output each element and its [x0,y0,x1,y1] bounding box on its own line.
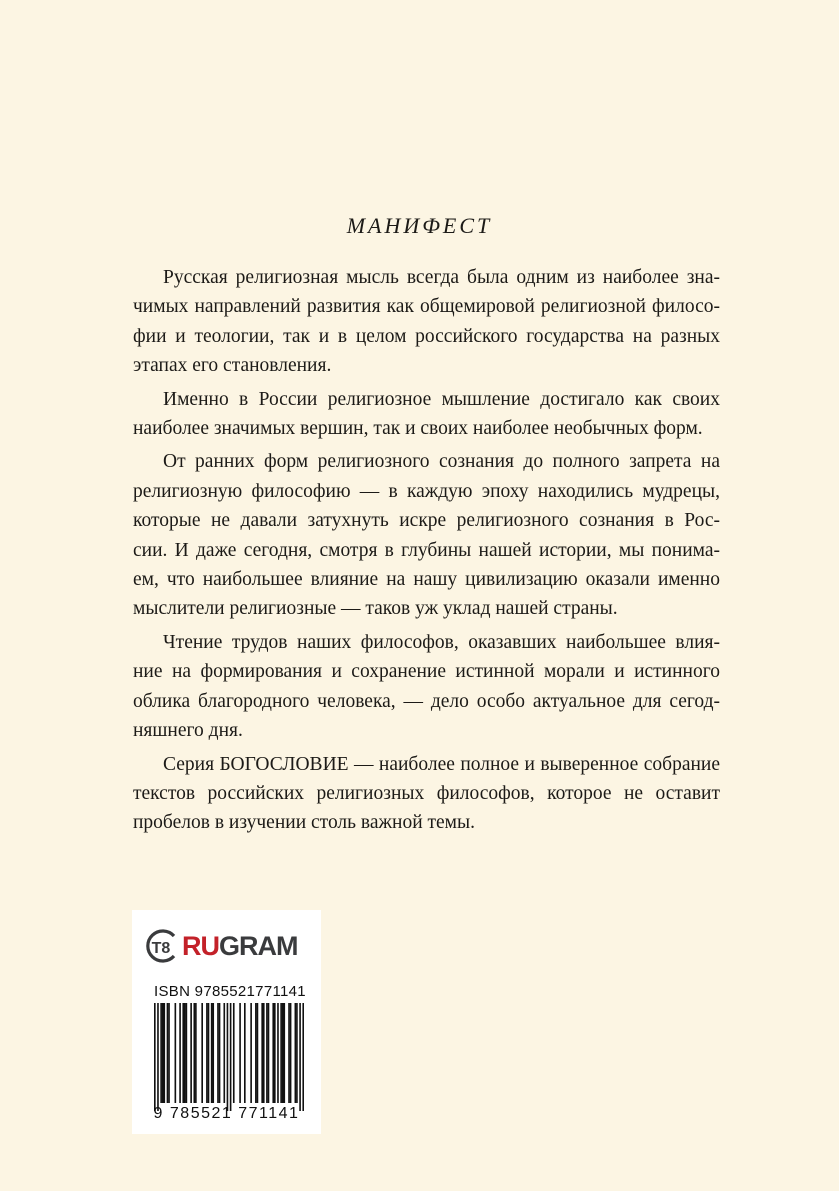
text-line: няшнего дня. [133,720,243,742]
barcode-bar [157,1003,159,1111]
barcode-bar [154,1003,156,1111]
barcode-bar [163,1003,165,1103]
barcode-bar [227,1003,229,1111]
barcode-bar [212,1003,214,1103]
text-line: которые не давали затухнуть искре религиозного сознания в Рос- [133,510,720,532]
text-line: этапах его становления. [133,355,332,377]
barcode-bar [282,1003,284,1103]
publisher-name-part2: GRAM [219,931,298,961]
page-title: МАНИФЕСТ [346,213,493,238]
barcode-bar [223,1003,225,1103]
barcode-bar [230,1003,232,1111]
barcode-bar [266,1003,268,1103]
barcode-bar [261,1003,263,1103]
text-line: мыслители религиозные — таков уж уклад нашей страны. [133,598,618,620]
paragraph-3 [133,447,720,623]
barcode-bar [299,1003,301,1111]
barcode-bar [168,1003,170,1103]
barcode-bar [186,1003,188,1103]
barcode-panel [132,910,321,1134]
barcode-bar [167,1003,169,1103]
text-line: фии и теологии, так и в целом российского государства на разных [133,325,720,347]
barcode-bar [206,1003,208,1103]
text-line: Именно в России религиозное мышление достигало как своих [163,388,720,410]
paragraph-5 [133,750,720,838]
barcode-bar [274,1003,276,1103]
barcode-bar [272,1003,274,1103]
barcode-bar [295,1003,297,1103]
text-line: текстов российских религиозных философов, которое не оставит [133,782,720,804]
barcode-bar [179,1003,181,1103]
barcode-bars [154,1003,304,1113]
barcode-bar [201,1003,203,1103]
text-line: Серия БОГОСЛОВИЕ — наиболее полное и выверенное собрание [163,753,720,775]
publisher-name-part1: RU [182,931,219,961]
barcode-bar [160,1003,162,1103]
barcode-bar [244,1003,246,1103]
barcode-bar [193,1003,195,1103]
text-line: От ранних форм религиозного сознания до полного запрета на [163,451,720,473]
barcode-bar [195,1003,197,1103]
barcode-bar [290,1003,292,1103]
publisher-badge-icon [144,928,180,964]
paragraph-2 [133,385,720,444]
barcode-bar [217,1003,219,1103]
text-line: Русская религиозная мысль всегда была одним из наиболее зна- [163,267,720,288]
barcode-bar [283,1003,285,1103]
isbn-label: ISBN 9785521771141 [154,983,306,1000]
text-line: ние на формирования и сохранение истинной морали и истинного [133,661,720,683]
barcode-bar [296,1003,298,1103]
barcode-bar [211,1003,213,1103]
barcode-bar [250,1003,252,1103]
barcode-bar [255,1003,257,1103]
text-line: чимых направлений развития как общемировой религиозной филосо- [133,296,720,318]
barcode-bar [182,1003,184,1103]
barcode-digits: 9 785521 771141 [153,1105,300,1122]
barcode-bar [288,1003,290,1103]
text-line: облика благородного человека, — дело особо актуальное для сегод- [133,690,720,712]
text-line: религиозную философию — в каждую эпоху находились мудрецы, [133,480,720,502]
barcode-bar [280,1003,282,1103]
publisher-badge-text: T8 [151,940,171,957]
text-line: наиболее значимых вершин, так и своих наиболее необычных форм. [133,418,703,440]
barcode-bar [219,1003,221,1103]
barcode-bar [208,1003,210,1103]
barcode-bar [175,1003,177,1103]
barcode-bar [268,1003,270,1103]
publisher-name [182,930,298,962]
publisher-logo [144,928,314,964]
text-line: Чтение трудов наших философов, оказавших наибольшее влия- [163,631,720,653]
barcode-bar [233,1003,235,1103]
text-line: сии. И даже сегодня, смотря в глубины нашей истории, мы понима- [133,539,720,561]
barcode-bar [162,1003,164,1103]
barcode-bar [263,1003,265,1103]
barcode-bar [190,1003,192,1103]
paragraph-1 [133,263,720,381]
text-line: пробелов в изучении столь важной темы. [133,812,476,834]
manifesto-text [133,263,720,842]
barcode-bar [239,1003,241,1103]
paragraph-4 [133,628,720,746]
text-line: ем, что наибольшее влияние на нашу цивилизацию оказали именно [133,569,720,591]
barcode-bar [257,1003,259,1103]
barcode-bar [184,1003,186,1103]
barcode-bar [277,1003,279,1103]
barcode-bar [302,1003,304,1111]
